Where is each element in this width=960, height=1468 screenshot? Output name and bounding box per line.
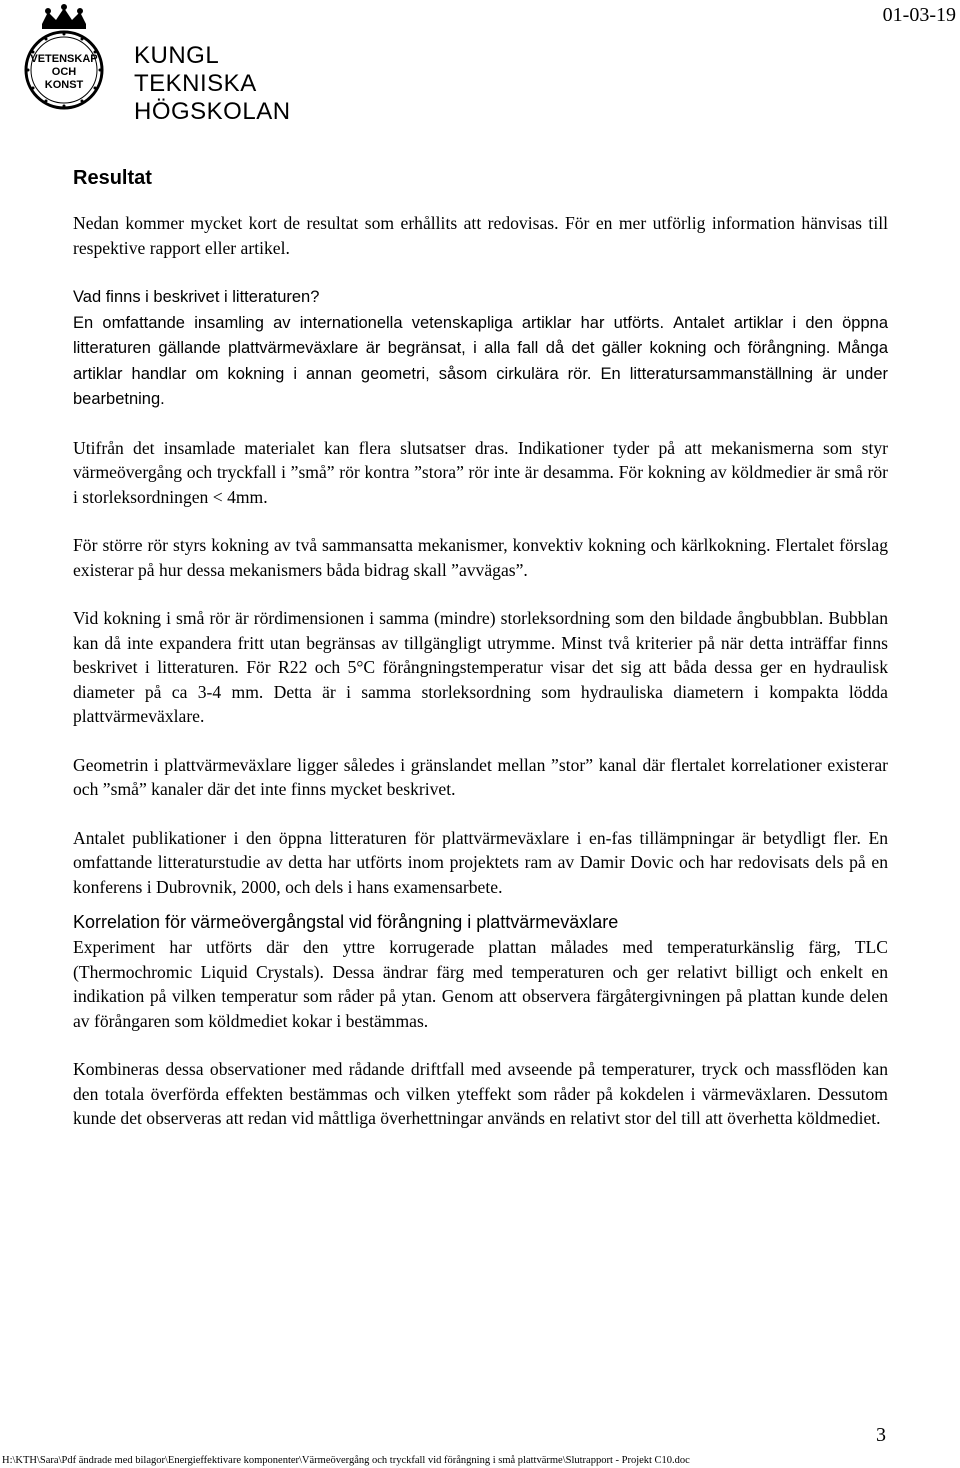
subsection-title: Korrelation för värmeövergångstal vid förångning i plattvärmeväxlare (73, 912, 619, 932)
paragraph-publications: Antalet publikationer i den öppna litteraturen för plattvärmeväxlare i en-fas tillämpningar är betydligt fler. En omfattande litteraturstudie av detta har utförts inom projektets ram av Damir Dovic och har redovisats dels på en konferens i Dubrovnik, 2000, och dels i hans examensarbete. (73, 827, 888, 897)
document-body (73, 163, 888, 1131)
kth-logo (2, 2, 291, 125)
literature-paragraph (73, 284, 888, 412)
seal-line-2: OCH (51, 66, 77, 78)
page-number: 3 (876, 1424, 886, 1446)
seal-line-3: KONST (44, 79, 84, 91)
paragraph-geometry: Geometrin i plattvärmeväxlare ligger således i gränslandet mellan ”stor” kanal där flertalet korrelationer existerar och ”små” kanaler där det inte finns mycket beskrivet. (73, 754, 888, 799)
paragraph-large-tubes: För större rör styrs kokning av två sammansatta mekanismer, konvektiv kokning och kärlkokning. Flertalet förslag existerar på hur dessa mekanismers båda bidrag skall ”avvägas”. (73, 535, 888, 580)
wordmark-line-3: HÖGSKOLAN (134, 98, 291, 125)
p1-sentence-b: Antalet artiklar i den öppna litteraturen gällande plattvärmeväxlare är begränsat, i alla fall då det gäller kokning och förångning. (73, 313, 888, 357)
footer-file-path: H:\KTH\Sara\Pdf ändrade med bilagor\Energieffektivare komponenter\Värmeövergång och tryckfall vid förångning i små plattvärme\Slutrapport - Projekt C10.doc (2, 1455, 690, 1466)
p1-sentence-c: Många artiklar handlar om kokning i annan geometri, såsom cirkulära rör. En litteratursammanställning är under bearbetning. (73, 339, 888, 408)
paragraph-conclusions: Utifrån det insamlade materialet kan flera slutsatser dras. Indikationer tyder på att mekanismerna som styr värmeövergång och tryckfall i ”små” rör kontra ”stora” rör inte är desamma. För kokning av köldmedier är små rör i storleksordningen < 4mm. (73, 437, 888, 507)
wordmark-line-2: TEKNISKA (134, 70, 257, 97)
paragraph-experiment: Experiment har utförts där den yttre korrugerade plattan målades med temperaturkänslig färg, TLC (Thermochromic Liquid Crystals). Dessa ändrar färg med temperaturen och ger relativt billigt och enkelt en indikation på vilken temperatur som råder på ytan. Genom att observera färgåtergivningen på plattan kunde delen av förångaren som köldmediet kokar i bestämmas. (73, 937, 888, 1031)
paragraph-observations: Kombineras dessa observationer med rådande driftfall med avseende på temperaturer, tryck och massflöden kan den totala överförda effekten bestämmas och vilken yteffekt som råder på kokdelen i värmeväxlaren. Dessutom kunde det observeras att redan vid måttliga överhettningar används en relativt stor del till att överhetta köldmediet. (73, 1059, 888, 1128)
seal-line-1: VETENSKAP (30, 53, 98, 65)
question-heading: Vad finns i beskrivet i litteraturen? (73, 288, 320, 306)
intro-paragraph: Nedan kommer mycket kort de resultat som erhållits att redovisas. För en mer utförlig information hänvisas till respektive rapport eller artikel. (73, 213, 888, 258)
wordmark-line-1: KUNGL (134, 42, 220, 69)
section-title: Resultat (73, 167, 152, 189)
kth-seal-icon (2, 2, 126, 110)
paragraph-small-tubes: Vid kokning i små rör är rördimensionen i samma (mindre) storleksordning som den bildade ångbubblan. Bubblan kan då inte expandera fritt utan begränsas av tillgängligt utrymme. Minst två kriterier på när detta inträffar finns beskrivet i litteraturen. För R22 och 5°C förångningstemperatur visar det sig att båda dessa ger en hydraulisk diameter på ca 3-4 mm. Detta är i samma storleksordning som hydrauliska diametern i kompakta lödda plattvärmeväxlare. (73, 608, 888, 726)
p1-sentence-a: En omfattande insamling av internationella vetenskapliga artiklar har utförts. (73, 313, 665, 332)
document-date: 01-03-19 (882, 4, 956, 26)
kth-wordmark (134, 42, 291, 126)
